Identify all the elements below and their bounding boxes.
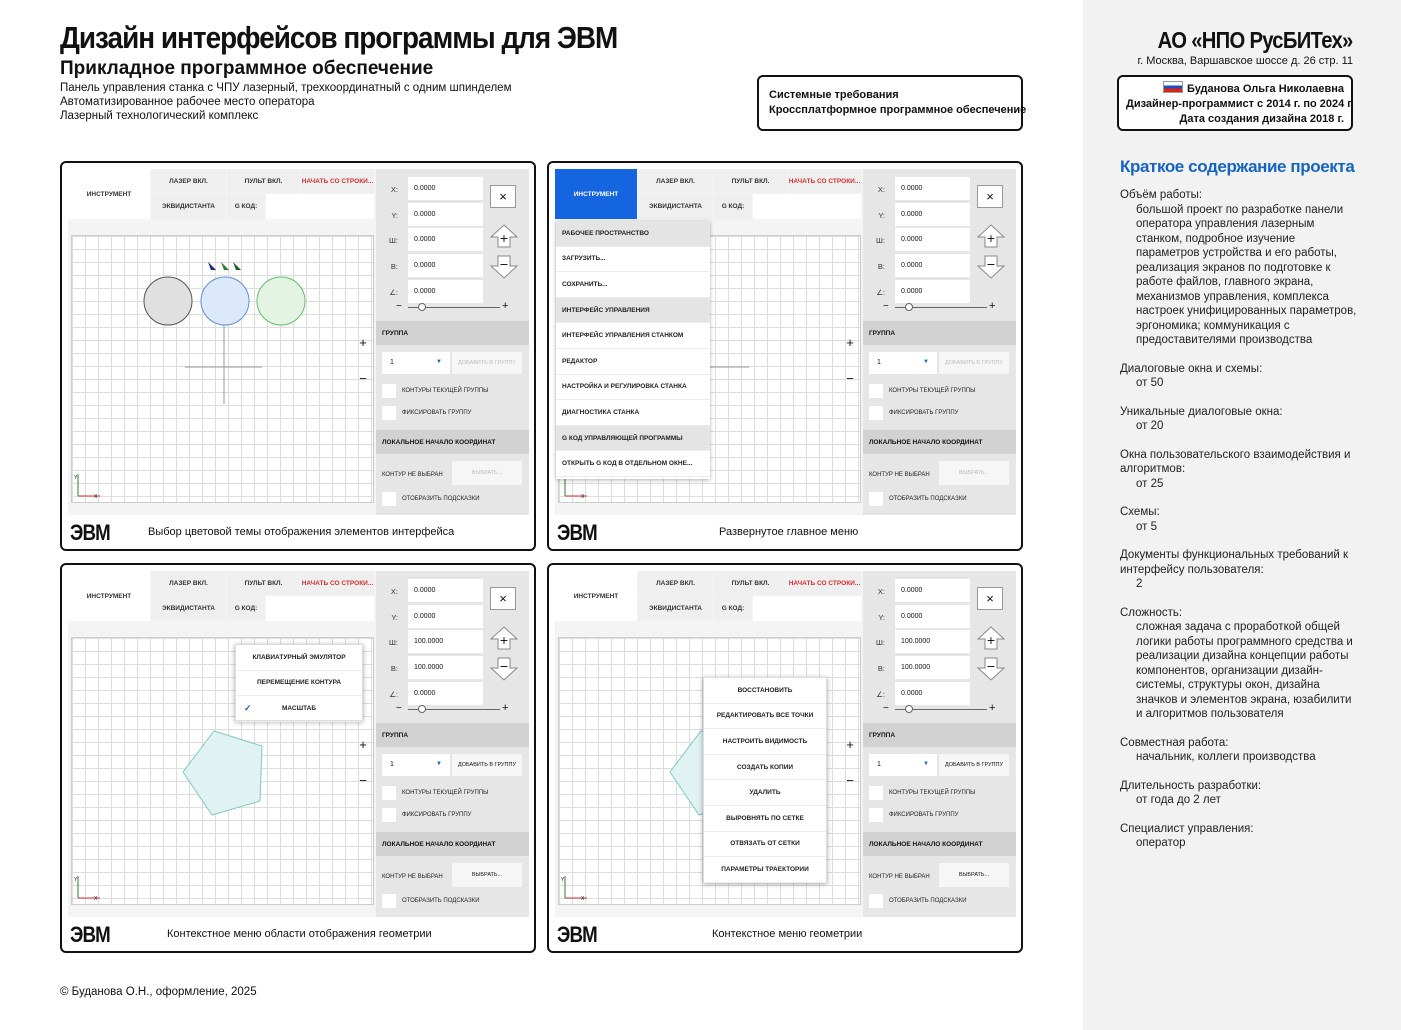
slider-knob[interactable] [418,303,426,311]
close-icon: × [499,591,507,606]
context-menu-item[interactable]: УДАЛИТЬ [704,780,826,806]
menu-item[interactable]: ЗАГРУЗИТЬ... [556,247,710,273]
arrow-up-button[interactable] [977,626,1005,650]
coord-input[interactable]: 100.0000 [895,630,970,653]
coord-label: ∠: [876,689,885,699]
summary-value: большой проект по разработке панели оператора управления лазерным станком, подробное изучение параметров устройства и его работы, реализация экранов по подготовке к работе файлов, главного экрана, механизмов управления, комплекса настроек унифицированных параметров, эргономика; коммуникация с предоставителями производства [1136,203,1357,346]
toolbar [68,571,374,621]
summary-value: от 25 [1136,477,1164,490]
contours-label: КОНТУРЫ ТЕКУЩЕЙ ГРУППЫ [402,388,489,394]
menu-section: РАБОЧЕЕ ПРОСТРАНСТВО [556,221,710,247]
menu-item[interactable]: ИНТЕРФЕЙС УПРАВЛЕНИЯ СТАНКОМ [556,323,710,349]
contour-status: КОНТУР НЕ ВЫБРАН [869,472,930,478]
menu-item[interactable]: СОХРАНИТЬ... [556,272,710,298]
company-address: г. Москва, Варшавское шоссе д. 26 стр. 11 [1137,55,1353,67]
local-origin-section: ЛОКАЛЬНОЕ НАЧАЛО КООРДИНАТ [863,430,1016,454]
desc-line-3: Лазерный технологический комплекс [60,110,259,122]
group-section: ГРУППА [863,723,1016,747]
tool-button[interactable]: ИНСТРУМЕНТ [555,571,637,621]
coord-input[interactable]: 0.0000 [408,579,483,602]
coord-input[interactable]: 0.0000 [408,280,483,303]
company-name: АО «НПО РусБИТех» [1157,27,1353,53]
app-window [68,169,529,515]
svg-text:+: + [986,634,996,647]
svg-text:−: − [499,258,509,271]
right-panel [376,571,529,917]
geometry-context-menu [703,677,827,883]
zoom-plus-button[interactable]: + [846,335,854,350]
gcode-label: G КОД: [714,596,752,621]
summary-label: Длительность разработки: [1120,779,1262,792]
sys-line-1: Системные требования [769,89,899,101]
toolbar [555,169,861,219]
arrow-down-icon [490,657,518,681]
summary-label: Окна пользовательского взаимодействия и алгоритмов: [1120,448,1351,475]
coord-input[interactable]: 0.0000 [408,177,483,200]
slider-minus[interactable]: − [396,703,402,714]
axis-x-label: X [581,896,585,902]
group-section: ГРУППА [376,321,529,345]
context-menu-label: МАСШТАБ [281,704,317,712]
main-menu [556,221,710,479]
page-title: Дизайн интерфейсов программы для ЭВМ [60,20,618,55]
context-menu-item[interactable]: ПАРАМЕТРЫ ТРАЕКТОРИИ [704,857,826,883]
arrow-up-button[interactable] [490,224,518,248]
toolbar [68,169,374,219]
start-from-line-button[interactable]: НАЧАТЬ СО СТРОКИ... [301,571,374,595]
toolbar [555,571,861,621]
sys-line-2: Кроссплатформное программное обеспечение [769,104,1027,116]
slider-knob[interactable] [905,303,913,311]
summary-value: от года до 2 лет [1136,794,1221,806]
panel-caption: Контекстное меню геометрии [712,928,863,940]
remote-button[interactable]: ПУЛЬТ ВКЛ. [227,571,300,595]
start-from-line-button[interactable]: НАЧАТЬ СО СТРОКИ... [301,169,374,193]
close-icon: × [986,189,994,204]
arrow-down-icon [977,657,1005,681]
fix-group-label: ФИКСИРОВАТЬ ГРУППУ [402,812,472,818]
coord-input[interactable]: 0.0000 [408,203,483,226]
local-origin-section: ЛОКАЛЬНОЕ НАЧАЛО КООРДИНАТ [376,832,529,856]
summary-value: от 20 [1136,420,1164,432]
panel-caption: Контекстное меню области отображения геометрии [167,928,432,940]
start-from-line-button[interactable]: НАЧАТЬ СО СТРОКИ... [788,169,861,193]
hints-checkbox[interactable] [869,894,883,908]
fix-group-checkbox[interactable] [382,406,396,420]
context-menu-item[interactable]: РЕДАКТИРОВАТЬ ВСЕ ТОЧКИ [704,704,826,730]
contours-label: КОНТУРЫ ТЕКУЩЕЙ ГРУППЫ [889,388,976,394]
summary-list [1120,188,1360,865]
slider-plus[interactable]: + [989,702,996,714]
author-name: Буданова Ольга Николаевна [1186,83,1344,95]
arrow-down-button[interactable] [490,255,518,279]
summary-value: 2 [1136,578,1143,590]
coord-label: Ш: [389,638,398,648]
desc-line-1: Панель управления станка с ЧПУ лазерный, трехкоординатный с одним шпинделем [60,82,512,94]
coord-input[interactable]: 0.0000 [408,682,483,705]
coord-label: Y: [391,612,398,622]
local-origin-section: ЛОКАЛЬНОЕ НАЧАЛО КООРДИНАТ [376,430,529,454]
close-icon: × [986,591,994,606]
evm-logo: ЭВМ [557,922,597,947]
group-section: ГРУППА [863,321,1016,345]
add-to-group-button[interactable]: ДОБАВИТЬ В ГРУППУ [452,352,522,374]
summary-title: Краткое содержание проекта [1120,157,1355,176]
author-role: Дизайнер-программист с 2014 г. по 2024 г. [1126,98,1354,110]
start-from-line-button[interactable]: НАЧАТЬ СО СТРОКИ... [788,571,861,595]
coord-input[interactable]: 0.0000 [895,228,970,251]
coord-label: ∠: [876,287,885,297]
zoom-slider[interactable] [396,703,511,717]
coord-label: X: [877,587,885,596]
evm-logo: ЭВМ [557,520,597,545]
gcode-label: G КОД: [227,596,265,621]
contours-checkbox[interactable] [382,384,396,398]
summary-label: Диалоговые окна и схемы: [1120,362,1263,375]
blue-theme-circle [201,277,249,325]
svg-text:+: + [986,232,996,245]
chevron-down-icon: ▼ [923,359,929,365]
axis-y-label: Y [74,877,78,883]
zoom-minus-button[interactable]: − [359,773,367,788]
axis-x-label: X [94,896,98,902]
equidistant-button[interactable]: ЭКВИДИСТАНТА [151,596,226,621]
coord-label: Y: [391,210,398,220]
add-to-group-button[interactable]: ДОБАВИТЬ В ГРУППУ [939,352,1009,374]
coord-input[interactable]: 0.0000 [895,254,970,277]
context-menu-item[interactable]: ВОССТАНОВИТЬ [704,678,826,704]
russia-flag-icon [1163,81,1183,93]
tool-button[interactable]: ИНСТРУМЕНТ [68,571,150,621]
coord-label: Y: [878,612,885,622]
choose-button[interactable]: ВЫБРАТЬ... [452,863,522,887]
axis-y-label: Y [561,877,565,883]
context-menu-item[interactable] [236,696,362,722]
summary-label: Объём работы: [1120,189,1203,201]
summary-label: Совместная работа: [1120,736,1229,749]
context-menu-label: ПЕРЕМЕЩЕНИЕ КОНТУРА [256,679,342,687]
chevron-down-icon: ▼ [436,359,442,365]
author-date: Дата создания дизайна 2018 г. [1179,113,1344,125]
context-menu-label: КЛАВИАТУРНЫЙ ЭМУЛЯТОР [252,653,346,661]
coord-input[interactable]: 0.0000 [408,228,483,251]
group-select[interactable] [382,352,450,374]
coord-label: X: [390,587,398,596]
panel-caption: Выбор цветовой темы отображения элементов интерфейса [148,526,455,538]
laser-button[interactable]: ЛАЗЕР ВКЛ. [638,169,713,193]
context-menu-item[interactable]: СОЗДАТЬ КОПИИ [704,755,826,781]
summary-value: оператор [1136,837,1186,849]
desc-line-2: Автоматизированное рабочее место оператора [60,96,315,108]
evm-logo: ЭВМ [70,922,110,947]
arrow-down-icon [490,255,518,279]
slider-plus[interactable]: + [502,300,509,312]
author-box [1117,75,1353,131]
arrow-up-button[interactable] [490,626,518,650]
coord-input[interactable]: 0.0000 [895,177,970,200]
summary-label: Уникальные диалоговые окна: [1120,405,1283,418]
zoom-plus-button[interactable]: + [359,335,367,350]
coord-input[interactable]: 0.0000 [895,579,970,602]
grey-theme-circle [144,277,192,325]
contours-label: КОНТУРЫ ТЕКУЩЕЙ ГРУППЫ [889,790,976,796]
zoom-minus-button[interactable]: − [846,371,854,386]
coord-input[interactable]: 0.0000 [895,605,970,628]
panel-caption: Развернутое главное меню [719,526,859,538]
group-select[interactable] [382,754,450,776]
gcode-input[interactable] [266,596,374,621]
svg-text:−: − [986,258,996,271]
green-theme-circle [257,277,305,325]
summary-value: от 50 [1136,377,1164,389]
fix-group-label: ФИКСИРОВАТЬ ГРУППУ [889,410,959,416]
svg-text:+: + [499,232,509,245]
screen-panel [547,563,1023,953]
menu-item[interactable]: ОТКРЫТЬ G КОД В ОТДЕЛЬНОМ ОКНЕ... [556,451,710,477]
contours-checkbox[interactable] [869,786,883,800]
group-section: ГРУППА [376,723,529,747]
hints-checkbox[interactable] [382,894,396,908]
coord-label: В: [390,262,398,272]
group-select[interactable] [869,352,937,374]
summary-value: от 5 [1136,520,1158,533]
contour-status: КОНТУР НЕ ВЫБРАН [382,472,443,478]
summary-value: начальник, коллеги производства [1136,751,1316,763]
menu-section: G КОД УПРАВЛЯЮЩЕЙ ПРОГРАММЫ [556,426,710,452]
hints-label: ОТОБРАЗИТЬ ПОДСКАЗКИ [889,496,967,502]
arrow-down-button[interactable] [977,657,1005,681]
arrow-up-icon [977,626,1005,650]
axis-x-label: X [94,494,98,500]
remote-button[interactable]: ПУЛЬТ ВКЛ. [714,571,787,595]
arrow-down-icon [977,255,1005,279]
summary-label: Документы функциональных требований к интерфейсу пользователя: [1120,549,1349,576]
contours-checkbox[interactable] [382,786,396,800]
coord-input[interactable]: 100.0000 [408,630,483,653]
menu-section: ИНТЕРФЕЙС УПРАВЛЕНИЯ [556,298,710,324]
local-origin-section: ЛОКАЛЬНОЕ НАЧАЛО КООРДИНАТ [863,832,1016,856]
gcode-input[interactable] [753,596,861,621]
group-value: 1 [390,761,394,768]
coord-label: ∠: [389,287,398,297]
slider-plus[interactable]: + [502,702,509,714]
slider-knob[interactable] [418,705,426,713]
arrow-up-icon [490,224,518,248]
coord-input[interactable]: 100.0000 [408,656,483,679]
svg-text:−: − [986,660,996,673]
app-window [68,571,529,917]
axis-y-label: Y [74,475,78,481]
slider-plus[interactable]: + [989,300,996,312]
menu-item[interactable]: РЕДАКТОР [556,349,710,375]
screen-panel [60,563,536,953]
context-menu-item[interactable] [236,645,362,671]
fix-group-label: ФИКСИРОВАТЬ ГРУППУ [402,410,472,416]
close-button[interactable] [977,185,1003,208]
zoom-slider[interactable] [883,301,998,315]
evm-logo: ЭВМ [70,520,110,545]
context-menu-item[interactable]: НАСТРОИТЬ ВИДИМОСТЬ [704,729,826,755]
group-value: 1 [877,761,881,768]
choose-button[interactable]: ВЫБРАТЬ... [939,461,1009,485]
check-icon: ✓ [244,702,252,713]
group-value: 1 [390,359,394,366]
laser-button[interactable]: ЛАЗЕР ВКЛ. [151,169,226,193]
slider-minus[interactable]: − [396,301,402,312]
arrow-up-icon [490,626,518,650]
laser-button[interactable]: ЛАЗЕР ВКЛ. [638,571,713,595]
equidistant-button[interactable]: ЭКВИДИСТАНТА [638,596,713,621]
hints-checkbox[interactable] [382,492,396,506]
summary-label: Специалист управления: [1120,822,1254,835]
add-to-group-button[interactable]: ДОБАВИТЬ В ГРУППУ [452,754,522,776]
contour-status: КОНТУР НЕ ВЫБРАН [869,874,930,880]
gcode-label: G КОД: [714,194,752,219]
zoom-slider[interactable] [883,703,998,717]
coord-label: X: [877,185,885,194]
add-to-group-button[interactable]: ДОБАВИТЬ В ГРУППУ [939,754,1009,776]
remote-button[interactable]: ПУЛЬТ ВКЛ. [227,169,300,193]
choose-button[interactable]: ВЫБРАТЬ... [452,461,522,485]
chevron-down-icon: ▼ [436,761,442,767]
zoom-minus-button[interactable]: − [846,773,854,788]
summary-label: Схемы: [1120,506,1160,518]
tool-button[interactable]: ИНСТРУМЕНТ [68,169,150,219]
gcode-input[interactable] [266,194,374,219]
contour-status: КОНТУР НЕ ВЫБРАН [382,874,443,880]
context-menu-item[interactable]: ОТВЯЗАТЬ ОТ СЕТКИ [704,832,826,858]
coord-input[interactable]: 100.0000 [895,656,970,679]
menu-item[interactable]: ДИАГНОСТИКА СТАНКА [556,400,710,426]
fix-group-label: ФИКСИРОВАТЬ ГРУППУ [889,812,959,818]
coord-input[interactable]: 0.0000 [895,280,970,303]
theme-preview [72,236,375,504]
system-requirements-box [757,75,1027,131]
coord-label: ∠: [389,689,398,699]
zoom-plus-button[interactable]: + [846,737,854,752]
zoom-plus-button[interactable]: + [359,737,367,752]
slider-knob[interactable] [905,705,913,713]
coord-label: Ш: [389,236,398,246]
coord-label: Ш: [876,638,885,648]
screen-panel [547,161,1023,551]
coord-input[interactable]: 0.0000 [895,203,970,226]
fix-group-checkbox[interactable] [869,406,883,420]
slider-minus[interactable]: − [883,703,889,714]
coord-label: Y: [878,210,885,220]
cursor-icon [208,262,241,270]
area-context-menu [235,644,363,721]
context-menu-item[interactable]: ВЫРОВНЯТЬ ПО СЕТКЕ [704,806,826,832]
laser-button[interactable]: ЛАЗЕР ВКЛ. [151,571,226,595]
summary-label: Сложность: [1120,606,1183,619]
right-panel [863,571,1016,917]
close-button[interactable] [977,587,1003,610]
remote-button[interactable]: ПУЛЬТ ВКЛ. [714,169,787,193]
hints-label: ОТОБРАЗИТЬ ПОДСКАЗКИ [402,898,480,904]
arrow-down-button[interactable] [977,255,1005,279]
choose-button[interactable]: ВЫБРАТЬ... [939,863,1009,887]
arrow-up-button[interactable] [977,224,1005,248]
svg-text:+: + [499,634,509,647]
coord-label: В: [877,262,885,272]
menu-item[interactable]: НАСТРОЙКА И РЕГУЛИРОВКА СТАНКА [556,375,710,401]
equidistant-button[interactable]: ЭКВИДИСТАНТА [151,194,226,219]
axis-x-label: X [581,494,585,500]
summary-value: сложная задача с проработкой общей логики работы программного средства и реализации дизайна концепции работы компонентов, организации дизайн-системы, структуры окон, дизайна значков и элементов экрана, юзабилити и алгоритмов пользователя [1136,621,1353,720]
zoom-minus-button[interactable]: − [359,371,367,386]
hints-label: ОТОБРАЗИТЬ ПОДСКАЗКИ [889,898,967,904]
arrow-down-button[interactable] [490,657,518,681]
coord-input[interactable]: 0.0000 [408,605,483,628]
screen-panel [60,161,536,551]
coord-label: X: [390,185,398,194]
tool-button[interactable]: ИНСТРУМЕНТ [555,169,637,219]
right-panel [863,169,1016,515]
fix-group-checkbox[interactable] [382,808,396,822]
coord-input[interactable]: 0.0000 [408,254,483,277]
slider-minus[interactable]: − [883,301,889,312]
chevron-down-icon: ▼ [923,761,929,767]
gcode-label: G КОД: [227,194,265,219]
context-menu-item[interactable] [236,671,362,697]
copyright: © Буданова О.Н., оформление, 2025 [60,986,257,998]
equidistant-button[interactable]: ЭКВИДИСТАНТА [638,194,713,219]
close-button[interactable] [490,185,516,208]
coord-label: Ш: [876,236,885,246]
zoom-slider[interactable] [396,301,511,315]
arrow-up-icon [977,224,1005,248]
geometry-canvas[interactable] [71,235,374,503]
page-subtitle: Прикладное программное обеспечение [60,58,434,79]
coord-input[interactable]: 0.0000 [895,682,970,705]
contours-label: КОНТУРЫ ТЕКУЩЕЙ ГРУППЫ [402,790,489,796]
contours-checkbox[interactable] [869,384,883,398]
hints-checkbox[interactable] [869,492,883,506]
group-select[interactable] [869,754,937,776]
right-panel [376,169,529,515]
group-value: 1 [877,359,881,366]
coord-label: В: [877,664,885,674]
svg-text:−: − [499,660,509,673]
fix-group-checkbox[interactable] [869,808,883,822]
gcode-input[interactable] [753,194,861,219]
close-icon: × [499,189,507,204]
hints-label: ОТОБРАЗИТЬ ПОДСКАЗКИ [402,496,480,502]
coord-label: В: [390,664,398,674]
close-button[interactable] [490,587,516,610]
